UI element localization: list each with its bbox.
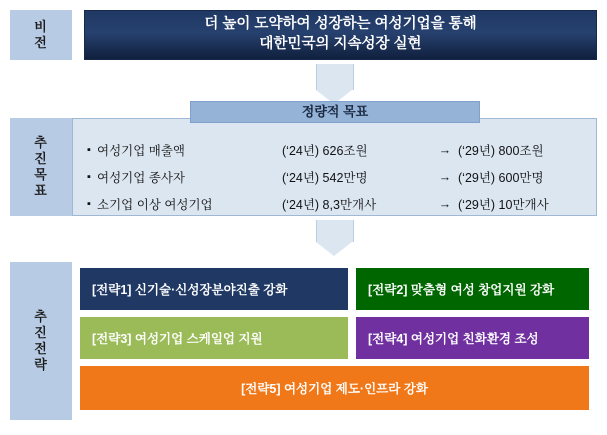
section-label-strategy [10, 262, 72, 420]
connector-shaft-goal-strategy [316, 220, 354, 242]
goal-row [87, 166, 587, 188]
strategy-card-1-label: [전략1] 신기술·신성장분야진출 강화 [92, 283, 288, 297]
section-label-vision-text: 비전 [34, 18, 48, 50]
goal-row-bullet: ▪ [87, 171, 91, 183]
goal-row-from: (‘24년) 8,3만개사 [282, 198, 377, 212]
goal-row-from: (‘24년) 626조원 [282, 144, 368, 158]
strategy-card-3[interactable] [80, 317, 348, 359]
section-label-goal-text: 추진목표 [34, 134, 48, 199]
vision-banner [84, 10, 597, 60]
goal-title-banner [190, 101, 480, 123]
strategy-card-5[interactable] [80, 366, 589, 410]
strategy-card-4[interactable] [356, 317, 589, 359]
goal-row-from: (‘24년) 542만명 [282, 171, 368, 185]
goal-row-bullet: ▪ [87, 144, 91, 156]
section-label-strategy-text: 추진전략 [34, 308, 48, 373]
goal-row-name: 여성기업 매출액 [97, 144, 185, 158]
strategy-card-1[interactable] [80, 268, 348, 310]
section-label-vision [10, 10, 72, 60]
goal-title-text: 정량적 목표 [301, 104, 369, 120]
goal-row-name: 소기업 이상 여성기업 [97, 198, 213, 212]
strategy-panel [72, 262, 597, 420]
goal-panel [72, 118, 597, 216]
goal-row-arrow-icon: → [438, 197, 452, 211]
strategy-card-5-label: [전략5] 여성기업 제도·인프라 강화 [241, 382, 428, 396]
goal-row [87, 193, 587, 215]
strategy-card-2[interactable] [356, 268, 589, 310]
goal-row [87, 139, 587, 161]
goal-row-name: 여성기업 종사자 [97, 171, 185, 185]
goal-row-to: (‘29년) 10만개사 [458, 198, 549, 212]
vision-line-2: 대한민국의 지속성장 실현 [259, 36, 422, 52]
goal-row-to: (‘29년) 800조원 [458, 144, 544, 158]
goal-row-bullet: ▪ [87, 198, 91, 210]
strategy-card-3-label: [전략3] 여성기업 스케일업 지원 [92, 332, 263, 346]
connector-head-goal-strategy [316, 242, 352, 256]
strategy-card-2-label: [전략2] 맞춤형 여성 창업지원 강화 [368, 283, 555, 297]
vision-line-1: 더 높이 도약하여 성장하는 여성기업을 통해 [204, 16, 477, 33]
strategy-card-4-label: [전략4] 여성기업 친화환경 조성 [368, 332, 539, 346]
section-label-goal [10, 118, 72, 216]
goal-row-to: (‘29년) 600만명 [458, 171, 544, 185]
goal-row-arrow-icon: → [438, 170, 452, 184]
connector-shaft-vision-goal [316, 64, 354, 90]
goal-row-arrow-icon: → [438, 143, 452, 157]
